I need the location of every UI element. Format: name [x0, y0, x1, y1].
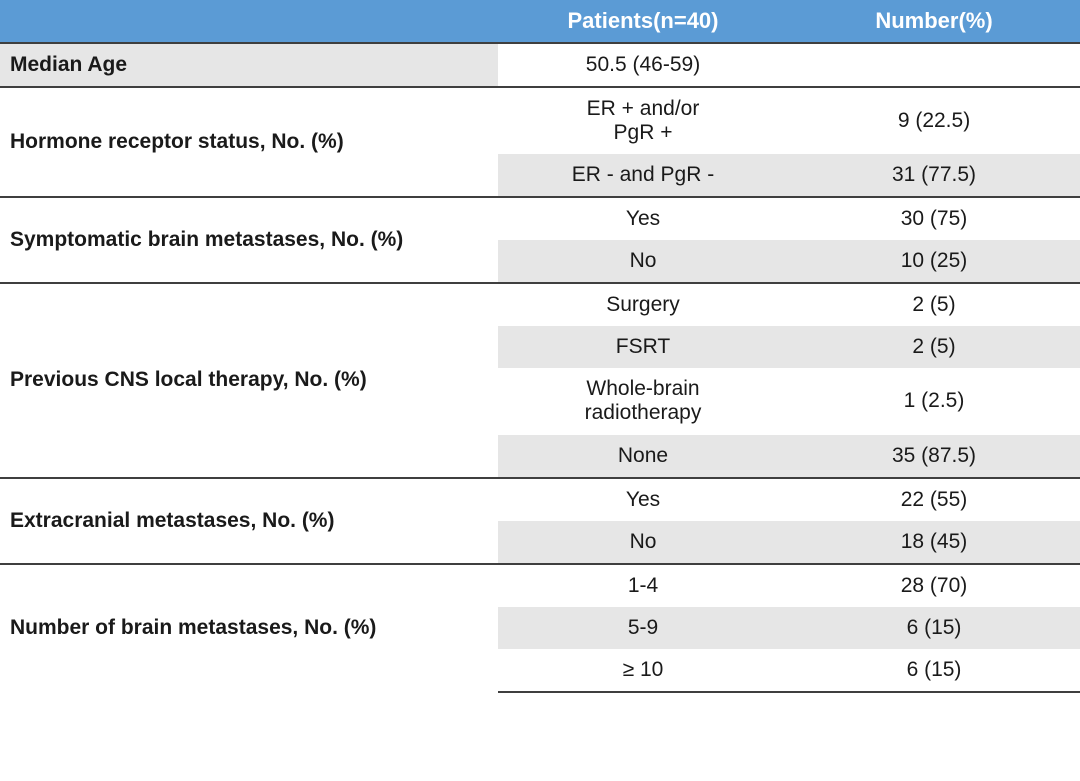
- table-row: [0, 87, 1080, 154]
- row-category-value: 50.5 (46-59): [498, 43, 788, 87]
- row-category-value: No: [498, 240, 788, 283]
- row-number-value: 6 (15): [788, 607, 1080, 649]
- row-category-value: ≥ 10: [498, 649, 788, 692]
- row-number-value: 31 (77.5): [788, 154, 1080, 197]
- row-label: Median Age: [0, 43, 498, 87]
- row-number-value: 1 (2.5): [788, 368, 1080, 434]
- row-category-value: No: [498, 521, 788, 564]
- row-category-value: FSRT: [498, 326, 788, 368]
- row-category-value: Surgery: [498, 283, 788, 326]
- row-number-value: 9 (22.5): [788, 87, 1080, 154]
- header-cell-patients: Patients(n=40): [498, 0, 788, 43]
- table-row: [0, 197, 1080, 240]
- header-cell-number: Number(%): [788, 0, 1080, 43]
- row-category-value: None: [498, 435, 788, 478]
- row-number-value: 28 (70): [788, 564, 1080, 607]
- table-row: [0, 478, 1080, 521]
- row-number-value: 2 (5): [788, 283, 1080, 326]
- row-label: Previous CNS local therapy, No. (%): [0, 283, 498, 477]
- row-category-value: 5-9: [498, 607, 788, 649]
- table-row: [0, 564, 1080, 607]
- header-cell-blank: [0, 0, 498, 43]
- row-label: Symptomatic brain metastases, No. (%): [0, 197, 498, 283]
- row-number-value: 10 (25): [788, 240, 1080, 283]
- table-row: [0, 283, 1080, 326]
- row-number-value: 6 (15): [788, 649, 1080, 692]
- row-category-value: Whole-brain radiotherapy: [498, 368, 788, 434]
- row-category-value: Yes: [498, 478, 788, 521]
- row-category-value: Yes: [498, 197, 788, 240]
- row-category-value: ER + and/or PgR +: [498, 87, 788, 154]
- row-category-value: ER - and PgR -: [498, 154, 788, 197]
- header-row: [0, 0, 1080, 43]
- row-number-value: [788, 43, 1080, 87]
- row-label: Hormone receptor status, No. (%): [0, 87, 498, 197]
- row-label: Number of brain metastases, No. (%): [0, 564, 498, 692]
- row-number-value: 30 (75): [788, 197, 1080, 240]
- row-label: Extracranial metastases, No. (%): [0, 478, 498, 564]
- table-row: [0, 43, 1080, 87]
- row-number-value: 22 (55): [788, 478, 1080, 521]
- table-body: [0, 43, 1080, 692]
- row-number-value: 18 (45): [788, 521, 1080, 564]
- row-category-value: 1-4: [498, 564, 788, 607]
- table-header: [0, 0, 1080, 43]
- row-number-value: 35 (87.5): [788, 435, 1080, 478]
- row-number-value: 2 (5): [788, 326, 1080, 368]
